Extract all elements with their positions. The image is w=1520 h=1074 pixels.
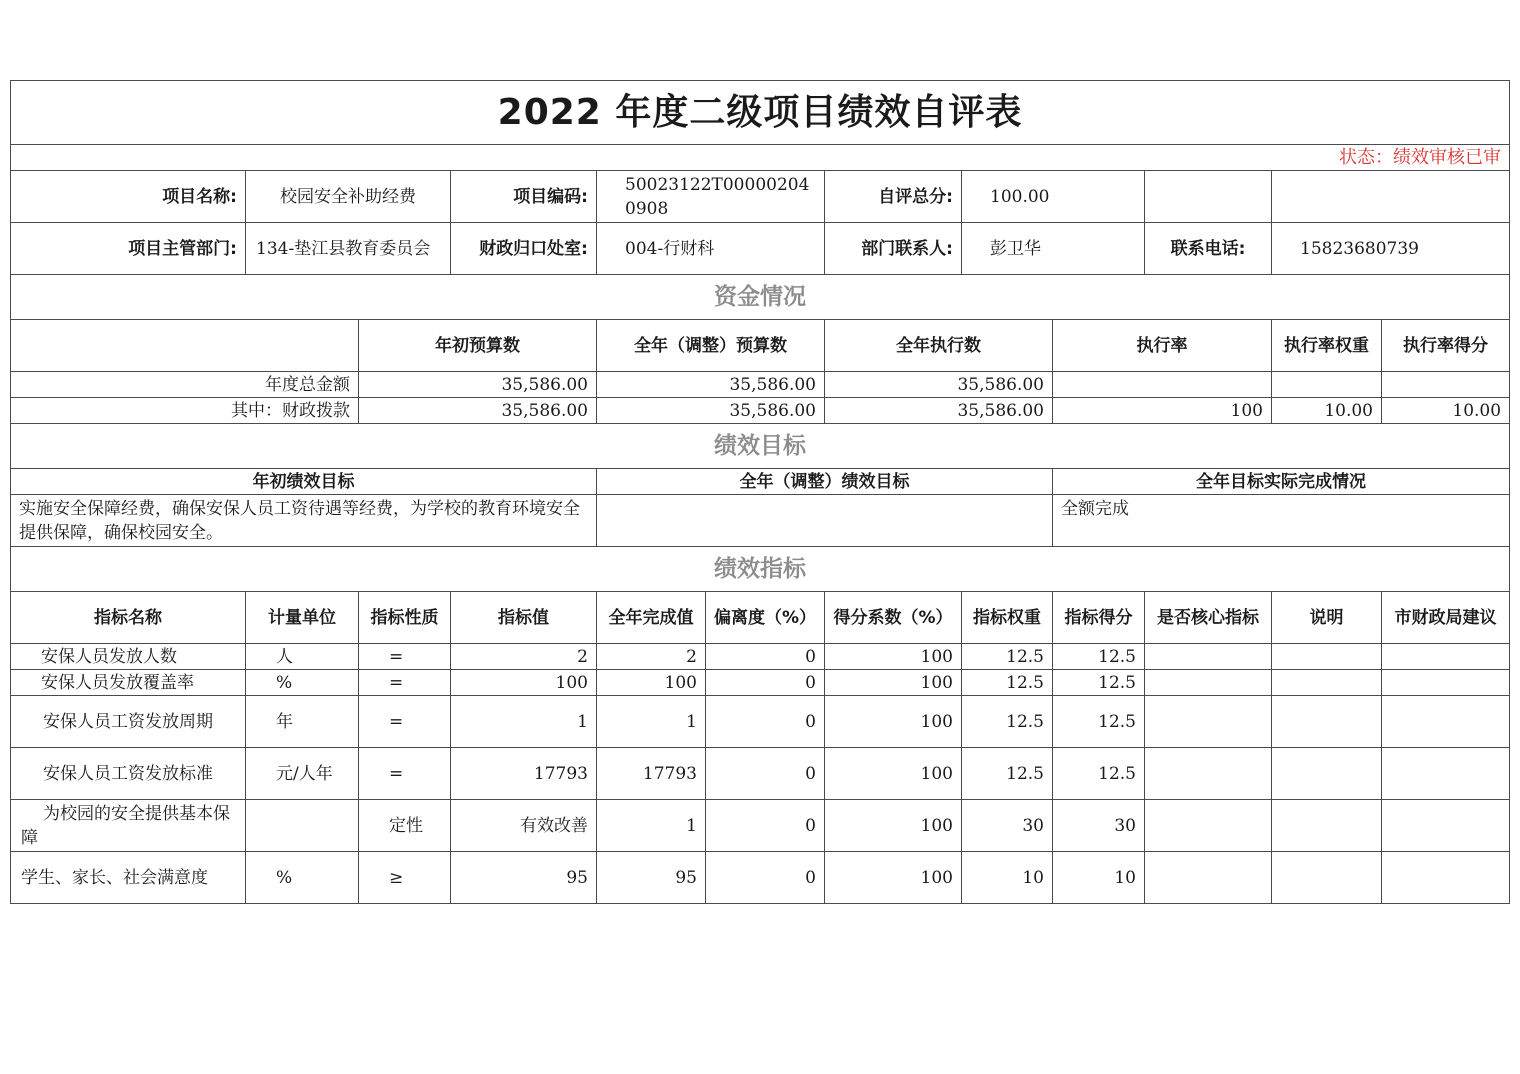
goals-header: 全年（调整）绩效目标 — [597, 469, 1053, 495]
goals-header: 全年目标实际完成情况 — [1053, 469, 1510, 495]
funds-header: 年初预算数 — [359, 320, 597, 372]
dept-label: 项目主管部门: — [11, 223, 246, 275]
indicator-done: 1 — [597, 696, 706, 748]
indicator-nature: = — [359, 670, 451, 696]
indicator-nature: ≥ — [359, 852, 451, 904]
indicator-note — [1272, 800, 1382, 852]
indicator-header: 指标权重 — [962, 592, 1053, 644]
indicator-header: 市财政局建议 — [1382, 592, 1510, 644]
indicator-header: 说明 — [1272, 592, 1382, 644]
funds-row-label: 其中：财政拨款 — [11, 398, 359, 424]
indicator-value: 100 — [451, 670, 597, 696]
funds-cell: 10.00 — [1382, 398, 1510, 424]
indicator-header: 得分系数（%） — [825, 592, 962, 644]
indicator-weight: 12.5 — [962, 644, 1053, 670]
funds-header: 执行率得分 — [1382, 320, 1510, 372]
indicator-row — [11, 670, 1510, 696]
indicator-name: 学生、家长、社会满意度 — [11, 852, 246, 904]
indicator-note — [1272, 748, 1382, 800]
indicator-deviation: 0 — [706, 644, 825, 670]
status-text: 状态：绩效审核已审 — [11, 145, 1510, 171]
contact-value: 彭卫华 — [962, 223, 1145, 275]
indicator-unit: % — [246, 852, 359, 904]
indicator-coefficient: 100 — [825, 800, 962, 852]
indicator-row — [11, 748, 1510, 800]
indicator-advice — [1382, 748, 1510, 800]
project-code-label: 项目编码: — [451, 171, 597, 223]
indicator-header: 全年完成值 — [597, 592, 706, 644]
indicator-unit: 元/人年 — [246, 748, 359, 800]
indicator-advice — [1382, 644, 1510, 670]
indicator-name: 安保人员工资发放周期 — [11, 696, 246, 748]
indicator-done: 1 — [597, 800, 706, 852]
indicator-nature: = — [359, 696, 451, 748]
indicator-coefficient: 100 — [825, 696, 962, 748]
indicator-row — [11, 644, 1510, 670]
indicator-coefficient: 100 — [825, 670, 962, 696]
indicator-weight: 12.5 — [962, 696, 1053, 748]
project-name-label: 项目名称: — [11, 171, 246, 223]
indicator-nature: = — [359, 748, 451, 800]
indicator-deviation: 0 — [706, 800, 825, 852]
indicator-header: 指标性质 — [359, 592, 451, 644]
funds-cell: 35,586.00 — [597, 398, 825, 424]
indicator-advice — [1382, 670, 1510, 696]
funds-cell: 100 — [1053, 398, 1272, 424]
indicator-nature: = — [359, 644, 451, 670]
indicator-score: 12.5 — [1053, 644, 1145, 670]
indicator-core — [1145, 644, 1272, 670]
indicator-deviation: 0 — [706, 852, 825, 904]
goal-actual: 全额完成 — [1053, 495, 1510, 547]
indicator-core — [1145, 800, 1272, 852]
indicator-value: 2 — [451, 644, 597, 670]
indicator-header: 是否核心指标 — [1145, 592, 1272, 644]
indicator-done: 2 — [597, 644, 706, 670]
funds-cell: 35,586.00 — [825, 398, 1053, 424]
indicator-advice — [1382, 800, 1510, 852]
funds-cell: 35,586.00 — [825, 372, 1053, 398]
indicator-score: 30 — [1053, 800, 1145, 852]
indicator-note — [1272, 644, 1382, 670]
score-label: 自评总分: — [825, 171, 962, 223]
performance-self-evaluation-table — [10, 80, 1510, 904]
finance-label: 财政归口处室: — [451, 223, 597, 275]
indicator-unit: 年 — [246, 696, 359, 748]
indicator-done: 95 — [597, 852, 706, 904]
indicator-header: 指标得分 — [1053, 592, 1145, 644]
indicator-name: 为校园的安全提供基本保障 — [11, 800, 246, 852]
empty-cell — [1145, 171, 1272, 223]
indicator-core — [1145, 748, 1272, 800]
indicator-advice — [1382, 696, 1510, 748]
indicator-score: 12.5 — [1053, 696, 1145, 748]
goal-initial: 实施安全保障经费，确保安保人员工资待遇等经费，为学校的教育环境安全提供保障，确保校园安全。 — [11, 495, 597, 547]
indicator-row — [11, 696, 1510, 748]
indicator-note — [1272, 852, 1382, 904]
funds-row-label: 年度总金额 — [11, 372, 359, 398]
indicator-weight: 30 — [962, 800, 1053, 852]
funds-row — [11, 372, 1510, 398]
indicator-deviation: 0 — [706, 670, 825, 696]
indicator-header: 偏离度（%） — [706, 592, 825, 644]
funds-header: 执行率 — [1053, 320, 1272, 372]
section-goals: 绩效目标 — [11, 424, 1510, 469]
funds-row — [11, 398, 1510, 424]
indicator-name: 安保人员发放覆盖率 — [11, 670, 246, 696]
indicator-done: 17793 — [597, 748, 706, 800]
indicator-score: 12.5 — [1053, 670, 1145, 696]
indicator-done: 100 — [597, 670, 706, 696]
empty-cell — [11, 320, 359, 372]
goals-header: 年初绩效目标 — [11, 469, 597, 495]
indicator-unit: 人 — [246, 644, 359, 670]
indicator-note — [1272, 696, 1382, 748]
phone-label: 联系电话: — [1145, 223, 1272, 275]
funds-header: 全年（调整）预算数 — [597, 320, 825, 372]
project-code-value: 50023122T000002040908 — [597, 171, 825, 223]
funds-header: 执行率权重 — [1272, 320, 1382, 372]
funds-cell: 35,586.00 — [359, 398, 597, 424]
indicator-weight: 10 — [962, 852, 1053, 904]
indicator-deviation: 0 — [706, 748, 825, 800]
section-funds: 资金情况 — [11, 275, 1510, 320]
indicator-unit — [246, 800, 359, 852]
funds-cell — [1272, 372, 1382, 398]
score-value: 100.00 — [962, 171, 1145, 223]
finance-value: 004-行财科 — [597, 223, 825, 275]
funds-cell — [1382, 372, 1510, 398]
indicator-value: 17793 — [451, 748, 597, 800]
page-title: 2022 年度二级项目绩效自评表 — [11, 81, 1510, 145]
funds-cell: 35,586.00 — [597, 372, 825, 398]
goal-adjusted — [597, 495, 1053, 547]
indicator-header: 计量单位 — [246, 592, 359, 644]
indicator-row — [11, 852, 1510, 904]
indicator-score: 10 — [1053, 852, 1145, 904]
contact-label: 部门联系人: — [825, 223, 962, 275]
indicator-weight: 12.5 — [962, 748, 1053, 800]
indicator-value: 1 — [451, 696, 597, 748]
indicator-row — [11, 800, 1510, 852]
indicator-deviation: 0 — [706, 696, 825, 748]
indicator-value: 95 — [451, 852, 597, 904]
section-indicators: 绩效指标 — [11, 547, 1510, 592]
indicator-weight: 12.5 — [962, 670, 1053, 696]
phone-value: 15823680739 — [1272, 223, 1510, 275]
indicator-header: 指标值 — [451, 592, 597, 644]
indicator-value: 有效改善 — [451, 800, 597, 852]
indicator-note — [1272, 670, 1382, 696]
indicator-advice — [1382, 852, 1510, 904]
funds-header: 全年执行数 — [825, 320, 1053, 372]
indicator-coefficient: 100 — [825, 852, 962, 904]
funds-cell: 35,586.00 — [359, 372, 597, 398]
indicator-core — [1145, 852, 1272, 904]
indicator-core — [1145, 696, 1272, 748]
project-name-value: 校园安全补助经费 — [246, 171, 451, 223]
indicator-score: 12.5 — [1053, 748, 1145, 800]
indicator-core — [1145, 670, 1272, 696]
indicator-nature: 定性 — [359, 800, 451, 852]
indicator-unit: % — [246, 670, 359, 696]
indicator-name: 安保人员工资发放标准 — [11, 748, 246, 800]
funds-cell — [1053, 372, 1272, 398]
indicator-header: 指标名称 — [11, 592, 246, 644]
dept-value: 134-垫江县教育委员会 — [246, 223, 451, 275]
indicator-coefficient: 100 — [825, 644, 962, 670]
indicator-coefficient: 100 — [825, 748, 962, 800]
indicator-name: 安保人员发放人数 — [11, 644, 246, 670]
empty-cell — [1272, 171, 1510, 223]
funds-cell: 10.00 — [1272, 398, 1382, 424]
